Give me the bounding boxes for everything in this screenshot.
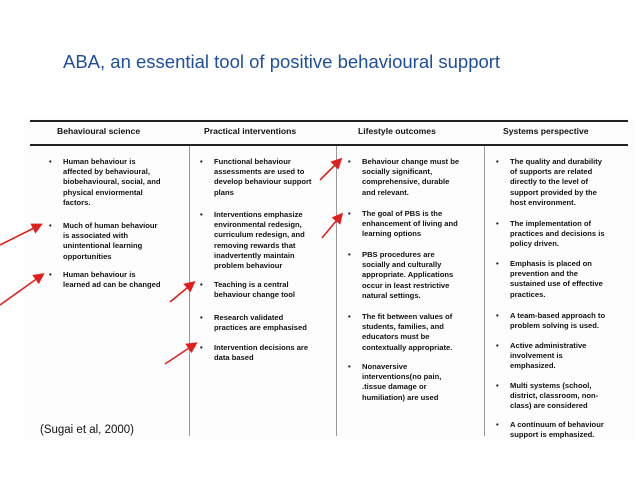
list-item: • The quality and durability of supports are related directly to the level of support provided by the host environment. [496, 157, 602, 207]
arrow-icon [0, 275, 42, 305]
citation: (Sugai et al, 2000) [40, 424, 134, 436]
list-item: • Intervention decisions are data based [200, 343, 309, 363]
list-item: • Interventions emphasize environmental redesign, curriculum redesign, and removing rewards that inadvertently maintain problem behaviour [200, 210, 305, 271]
list-item: • Emphasis is placed on prevention and the sustained use of effective practices. [496, 259, 603, 299]
list-item: • Nonaversive interventions(no pain, .tissue damage or humiliation) are used [348, 362, 442, 402]
list-item: • Functional behaviour assessments are used to develop behaviour support plans [200, 157, 312, 197]
list-item: • Behaviour change must be socially significant, comprehensive, durable and relevant. [348, 157, 460, 197]
arrow-icon [170, 283, 193, 302]
arrow-icon [322, 215, 341, 238]
list-item: • The goal of PBS is the enhancement of living and learning options [348, 209, 458, 239]
list-item: • Research validated practices are emphasised [200, 313, 307, 333]
list-item: • The fit between values of students, families, and educators must be contextually appropriate. [348, 312, 453, 352]
column-header-systems-perspective: Systems perspective [503, 126, 589, 136]
arrow-icon [0, 225, 40, 245]
list-item: • A continuum of behaviour support is emphasized. [496, 420, 604, 440]
list-item: • Much of human behaviour is associated with unintentional learning opportunities [49, 221, 158, 261]
arrow-icon [165, 344, 195, 364]
list-item: • Human behaviour is learned ad can be changed [49, 270, 161, 290]
list-item: • Multi systems (school, district, classroom, non- class) are considered [496, 381, 599, 411]
list-item: • PBS procedures are socially and culturally appropriate. Applications occur in least restrictive natural settings. [348, 250, 454, 300]
column-header-lifestyle-outcomes: Lifestyle outcomes [358, 126, 436, 136]
column-header-practical-interventions: Practical interventions [204, 126, 297, 136]
arrow-icon [320, 160, 340, 180]
slide-title: ABA, an essential tool of positive behavioural support [63, 51, 501, 72]
column-header-behavioural-science: Behavioural science [57, 126, 141, 136]
list-item: • Teaching is a central behaviour change tool [200, 280, 296, 300]
list-item: • Human behaviour is affected by behavioural, biobehavioural, social, and physical enviormental factors. [49, 157, 161, 207]
list-item: • The implementation of practices and decisions is policy driven. [496, 219, 605, 249]
list-item: • Active administrative involvement is emphasized. [496, 341, 587, 371]
list-item: • A team-based approach to problem solving is used. [496, 311, 606, 331]
